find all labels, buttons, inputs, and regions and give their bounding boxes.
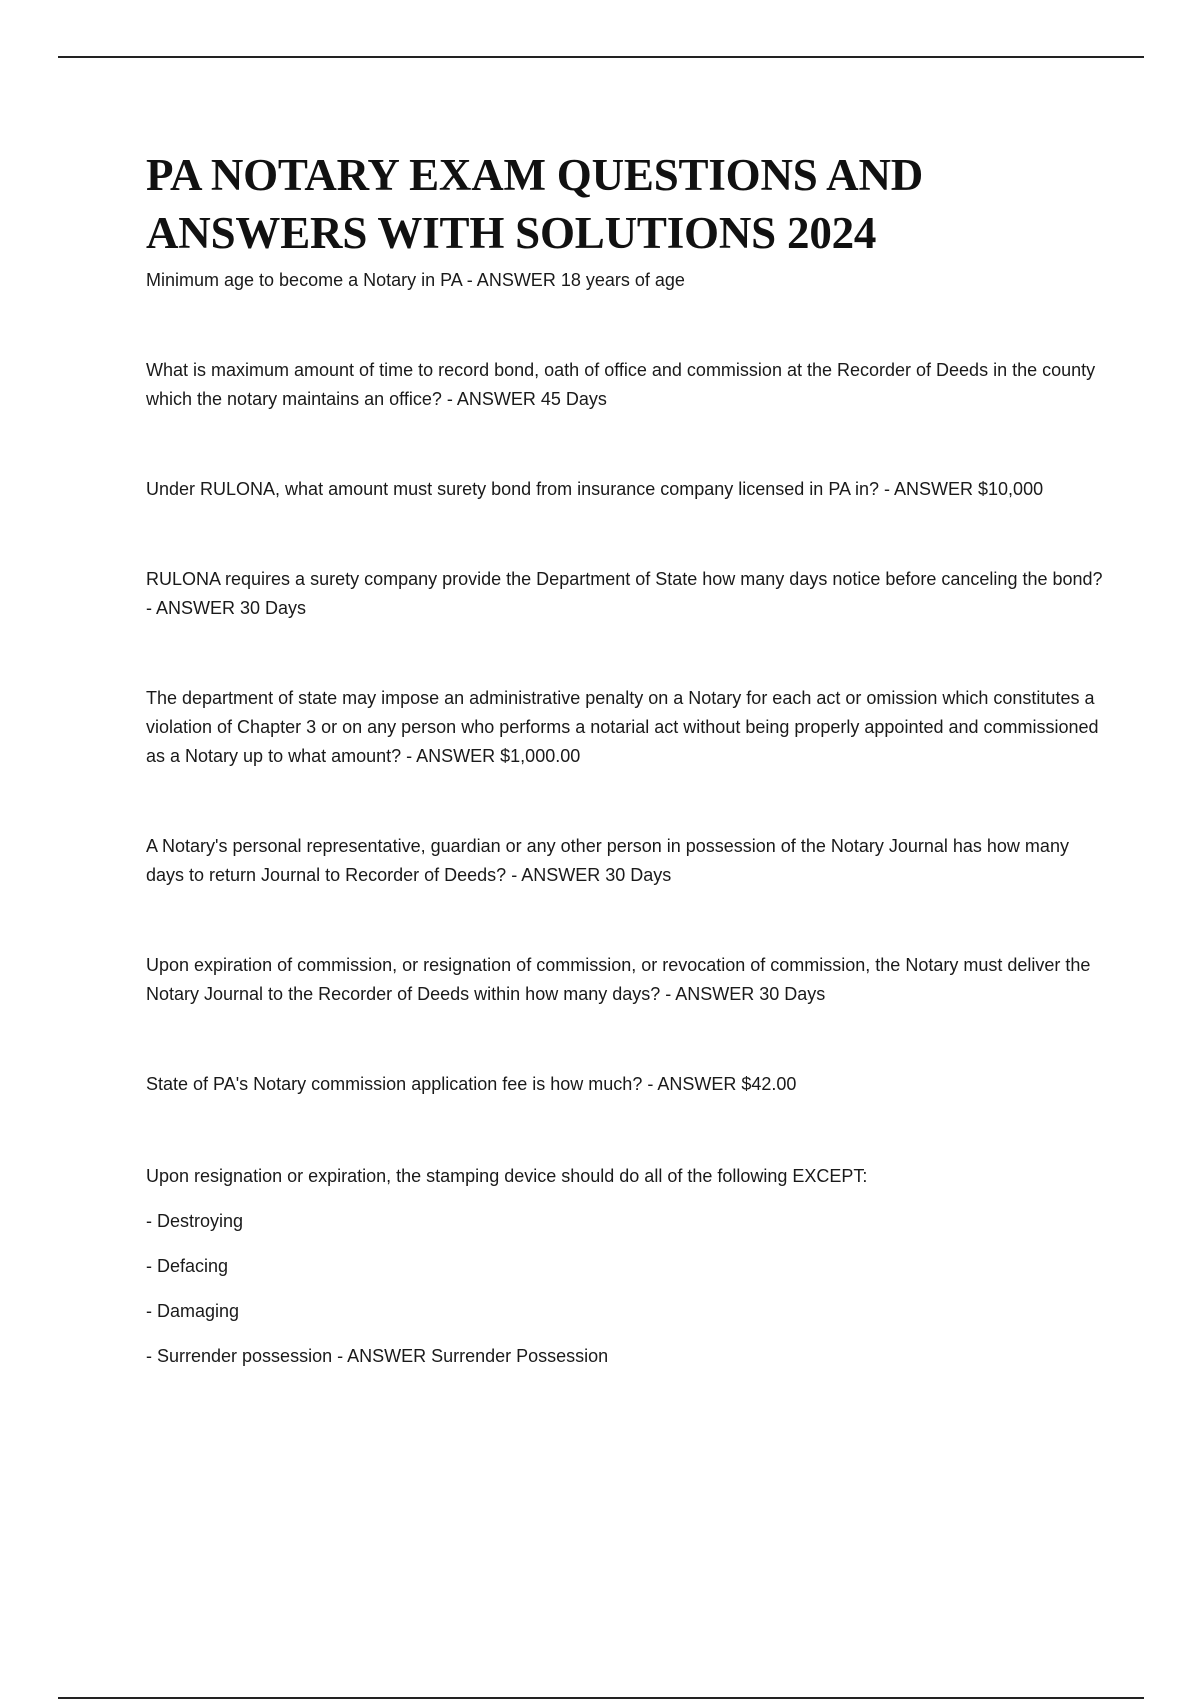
document-body (146, 146, 1106, 1371)
qa-item: Minimum age to become a Notary in PA - ANSWER 18 years of age (146, 270, 685, 290)
qa-option: - Damaging (146, 1301, 240, 1321)
qa-item: What is maximum amount of time to record bond, oath of office and commission at the Recorder of Deeds in the county which the notary maintains an office? - ANSWER 45 Days (146, 360, 1096, 409)
qa-item: RULONA requires a surety company provide the Department of State how many days notice before canceling the bond? - ANSWER 30 Days (146, 569, 1103, 618)
qa-item: Under RULONA, what amount must surety bond from insurance company licensed in PA in? - ANSWER $10,000 (146, 479, 1044, 499)
qa-item: The department of state may impose an administrative penalty on a Notary for each act or omission which constitutes a violation of Chapter 3 or on any person who performs a notarial act without being properly appointed and commissioned as a Notary up to what amount? - ANSWER $1,000.00 (146, 688, 1099, 766)
qa-item-prompt: Upon resignation or expiration, the stamping device should do all of the following EXCEPT: (146, 1166, 868, 1186)
bottom-divider (58, 1697, 1144, 1699)
top-divider (58, 56, 1144, 58)
document-title: PA NOTARY EXAM QUESTIONS AND ANSWERS WITH SOLUTIONS 2024 (146, 150, 924, 258)
qa-item: State of PA's Notary commission application fee is how much? - ANSWER $42.00 (146, 1074, 797, 1094)
qa-option: - Destroying (146, 1211, 244, 1231)
qa-item: A Notary's personal representative, guardian or any other person in possession of the Notary Journal has how many days to return Journal to Recorder of Deeds? - ANSWER 30 Days (146, 836, 1069, 885)
qa-item: Upon expiration of commission, or resignation of commission, or revocation of commission, the Notary must deliver the Notary Journal to the Recorder of Deeds within how many days? - ANSWER 30 Days (146, 955, 1091, 1004)
qa-option: - Defacing (146, 1256, 229, 1276)
qa-option: - Surrender possession - ANSWER Surrender Possession (146, 1346, 609, 1366)
